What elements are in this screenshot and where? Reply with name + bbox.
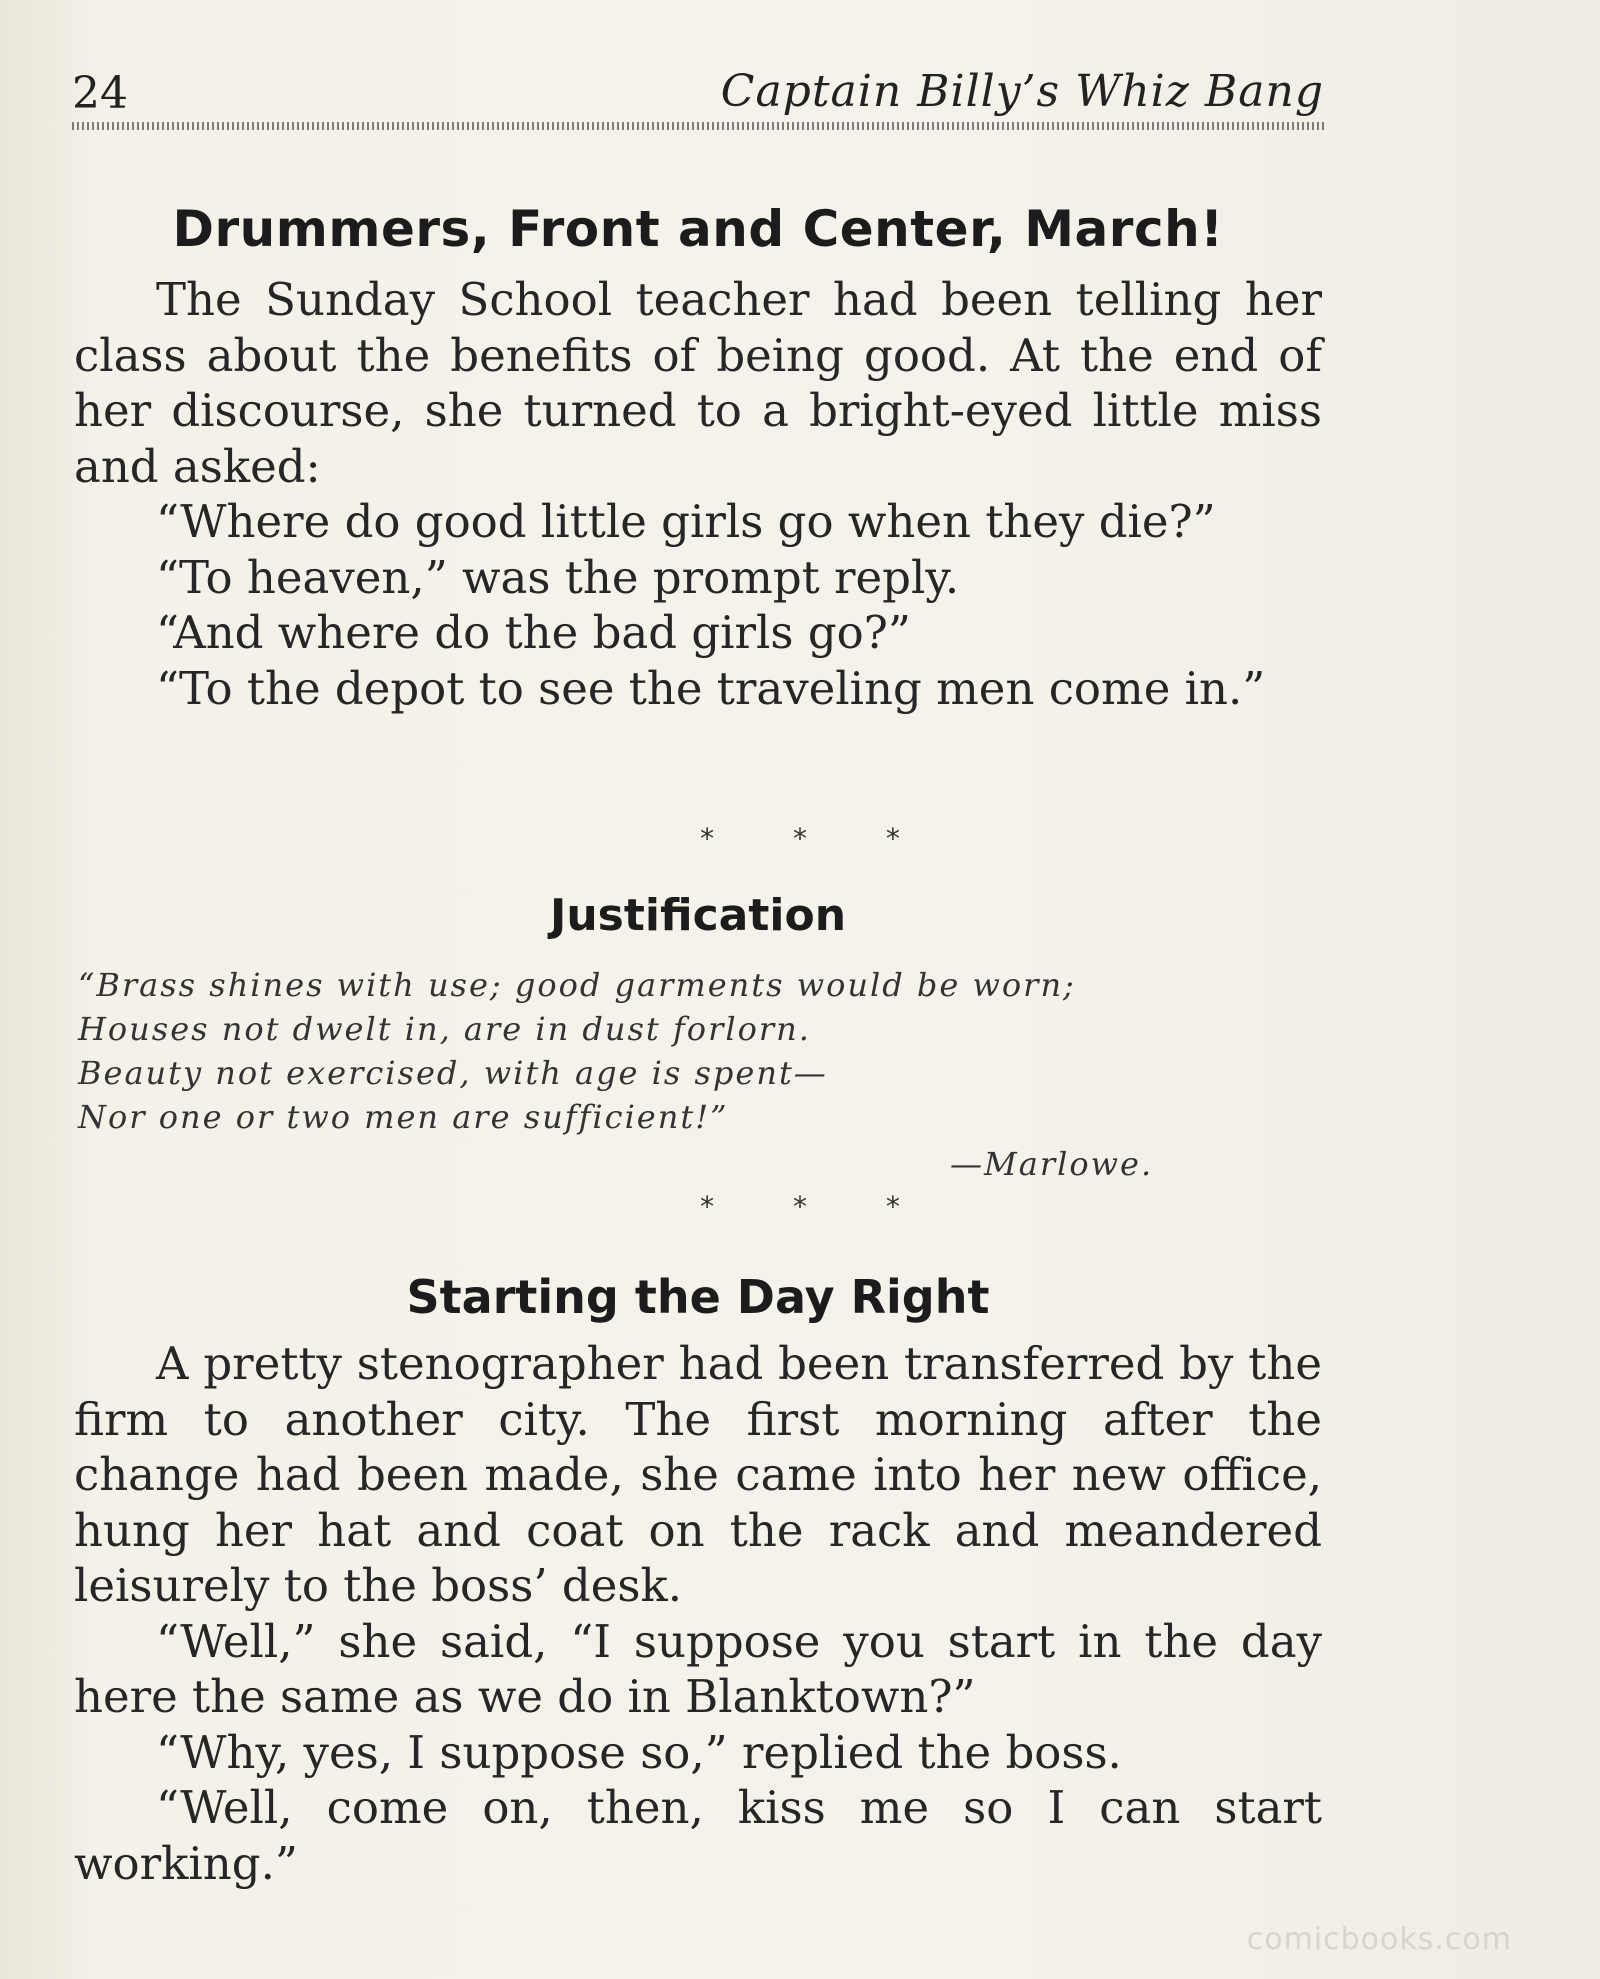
story-paragraph: “To the depot to see the traveling men come in.” [156,661,1266,715]
page-header [72,66,1324,126]
header-rule [72,122,1324,130]
poem-line: Houses not dwelt in, are in dust forlorn. [78,1010,811,1048]
story-paragraph: “Well, come on, then, kiss me so I can start working.” [74,1781,1322,1890]
story-paragraph: “Where do good little girls go when they die?” [156,495,1216,548]
story-paragraph: “And where do the bad girls go?” [156,606,911,659]
story-paragraph: A pretty stenographer had been transferred by the firm to another city. The first morning after the change had been made, she came into her new office, hung her hat and coat on the rack and meandered leisurely to the boss’ desk. [74,1337,1322,1612]
story-paragraph: “To heaven,” was the prompt reply. [156,550,960,604]
story-starting-day [74,1270,1322,1891]
separator-stars: * * * [700,1190,900,1223]
poem-attribution: —Marlowe. [950,1145,1154,1183]
poem-line: Nor one or two men are sufficient!” [78,1098,729,1136]
poem-line: Beauty not exercised, with age is spent— [78,1054,828,1092]
story-drummers [74,200,1322,716]
story-justification [74,890,1322,941]
story-title: Drummers, Front and Center, March! [172,200,1224,258]
story-title: Starting the Day Right [406,1270,990,1324]
story-paragraph: “Why, yes, I suppose so,” replied the boss. [156,1725,1122,1779]
poem [78,963,1318,1139]
story-title: Justification [549,890,847,941]
watermark: comicbooks.com [1246,1922,1512,1957]
page-number: 24 [72,68,128,119]
story-paragraph: “Well,” she said, “I suppose you start in the day here the same as we do in Blanktown?” [74,1614,1322,1723]
separator-stars: * * * [700,822,900,855]
story-paragraph: The Sunday School teacher had been telling her class about the benefits of being good. At the end of her discourse, she turned to a bright-eyed little miss and asked: [74,273,1322,493]
running-title: Captain Billy’s Whiz Bang [720,66,1324,117]
poem-line: “Brass shines with use; good garments would be worn; [78,966,1076,1004]
